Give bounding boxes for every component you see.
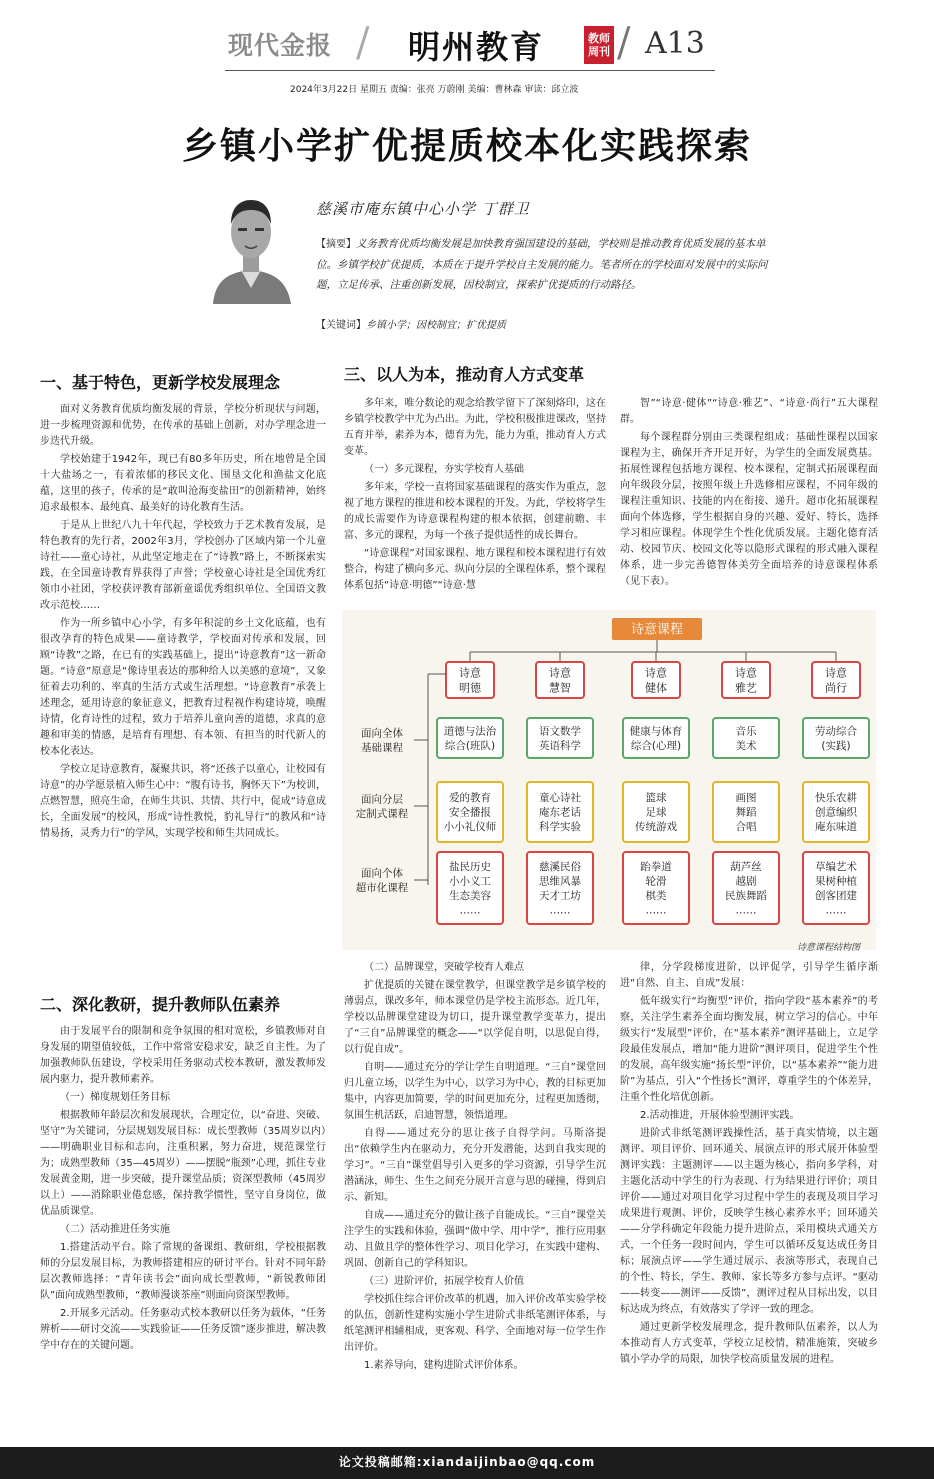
paragraph: 由于发展平台的限制和竞争氛围的相对宽松，乡镇教师对自身发展的期望值较低，工作中常常安稳求安，缺乏自主性。为了加强教师队伍建设，学校采用任务驱动式校本教研，激发教师发展内驱力，提升教师素养。 <box>40 1026 326 1085</box>
course-label: 语文数学英语科学 <box>539 725 581 752</box>
course-label: 爱的教育安全播报小小礼仪师 <box>443 792 497 834</box>
paragraph: 智”“诗意·健体”“诗意·雅艺”、“诗意·尚行”五大课程群。 <box>620 398 878 425</box>
course-label: 篮球足球传统游戏 <box>635 792 677 834</box>
page-number: A13 <box>645 26 705 61</box>
abstract-label: 【摘要】 <box>316 239 356 250</box>
section-3-body-d <box>620 960 878 1370</box>
paragraph: （三）进阶评价，拓展学校育人价值 <box>364 1276 524 1287</box>
paragraph: 1.素养导向，建构进阶式评价体系。 <box>364 1360 524 1371</box>
abstract <box>316 234 776 295</box>
course-label: 道德与法治综合(班队) <box>443 725 497 752</box>
diagram-title: 诗意课程 <box>630 622 684 638</box>
paragraph: 面对义务教育优质均衡发展的背景，学校分析现状与问题，进一步梳理资源和优势，在传承的基础上创新，对办学理念进一步迭代升级。 <box>40 404 326 447</box>
paragraph: 进阶式非纸笔测评践操性活，基于真实情境，以主题测评、项目评价、回环通关、展演点评的形式展开体验型测评实践：主题测评——以主题为核心，指向多学科，对主题化活动中学生的行为表现、行为结果进行评价；项目评价——通过对项目化学习过程中学生的表现及项目学习成果进行观测、评价，反映学生核心素养水平；回环通关——分学科确定年段能力提升进阶点，采用模块式通关方式，一个任务一段时间内，学生可以循环反复达成任务目标；展演点评——学生通过展示、表演等形式，表现自己的个性、特长，学生、教师、家长等多方参与点评。“驱动——转变——测评——反馈”，测评过程从目标出发，以目标达成为终点，有效落实了学评一致的理念。 <box>620 1128 878 1315</box>
keywords <box>316 316 776 331</box>
paper-name: 现代金报 <box>228 31 333 60</box>
paragraph: 根据教师年龄层次和发展现状，合理定位，以“奋进、突破、坚守”为关键词，分层规划发展目标：成长型教师（35周岁以内）——明确职业目标和志向，注重积累，努力奋进，规范课堂行为；成熟型教师（35—45周岁）——摆脱“瓶颈”心理，抓住专业发展黄金期，进一步突破，提升课堂品质；资深型教师（45周岁以上）——消除职业倦怠感，保持教学惯性，坚守自身岗位，做优品质课堂。 <box>40 1110 326 1217</box>
article-headline: 乡镇小学扩优提质校本化实践探索 <box>181 126 752 167</box>
submission-email: 论文投稿邮箱:xiandaijinbao@qq.com <box>338 1455 596 1469</box>
course-box <box>713 718 779 758</box>
paragraph: 扩优提质的关键在课堂教学，但课堂教学是乡镇学校的薄弱点，课改多年，师本课堂仍是学校主流形态。近几年，学校以品牌课堂建设为切口，提升课堂教学变革力，提出了“三自”品牌课堂的概念——“以学促自明，以思促自得，以行促自成”。 <box>344 980 606 1055</box>
paragraph: 自成——通过充分的做让孩子自能成长。“三自”课堂关注学生的实践和体验，强调“做中学、用中学”，推行应用驱动、且做且学的整体性学习、项目化学习，在实践中建构、巩固、创新自己的学科知识。 <box>344 1210 606 1269</box>
masthead-divider: / <box>617 20 631 66</box>
paragraph: 学校立足诗意教育，凝聚共识，将“还孩子以童心，让校园有诗意”的办学愿景植入师生心中：“腹有诗书，胸怀天下”为校训，点燃智慧，照亮生命，在师生共识、共情、共行中，促成“诗意成长，全面发展”的校风，形成“诗性教悦，豹礼导行”的教风和“诗情易扬，灵秀力行”的学风，实现学校和师生共同成长。 <box>40 764 326 839</box>
paragraph: 多年来，学校一直将国家基础课程的落实作为重点，忽视了地方课程的推进和校本课程的开发。为此，学校将学生的成长需要作为诗意课程构建的根本依据，创建前瞻、丰富、多元的课程，为每一个孩子提供适性的成长舞台。 <box>344 482 606 541</box>
masthead-rule <box>225 70 715 71</box>
paragraph: （二）品牌课堂，突破学校育人难点 <box>364 962 524 973</box>
section-2-body <box>40 1024 326 1356</box>
paragraph: 学校始建于1942年，现已有80多年历史，所在地曾是全国十大盐场之一，有着浓郁的移民文化、围垦文化和渔盐文化底蕴，这里的孩子，传承的是“敢叫沧海变盐田”的创新精神，始终追求最根本、最纯真、最美好的诗化教育生活。 <box>40 454 326 513</box>
paragraph: 自明——通过充分的学让学生自明道理。“三自”课堂回归儿童立场，以学生为中心，以学习为中心，教的目标更加集中，内容更加简要，学的时间更加充分，过程更加透彻，氛围生机活跃，启迪智慧，领悟道理。 <box>344 1062 606 1121</box>
section-1-heading: 一、基于特色，更新学校发展理念 <box>40 373 281 392</box>
paragraph: 自得——通过充分的思让孩子自得学问。马斯洛提出“依赖学生内在驱动力，充分开发潜能，达到自我实现的学习”。“三自”课堂倡导引入更多的学习资源，引导学生沉潜涵泳，师生、生生之间充分展开言意与思的碰撞，得到启示、新知。 <box>344 1128 606 1203</box>
keywords-label: 【关键词】 <box>316 320 366 331</box>
abstract-text: 义务教育优质均衡发展是加快教育强国建设的基础，学校则是推动教育优质发展的基本单位。乡镇学校扩优提质，本质在于提升学校自主发展的能力。笔者所在的学校面对发展中的实际问题，立足传承、注重创新发展，因校制宜，探索扩优提质的行动路径。 <box>316 238 768 291</box>
course-label: 草编艺术果树种植创客团建…… <box>815 860 857 917</box>
paragraph: （一）梯度规划任务目标 <box>60 1092 170 1103</box>
course-label: 跆拳道轮滑棋类…… <box>640 860 672 917</box>
section-2-heading: 二、深化教研，提升教师队伍素养 <box>40 995 281 1014</box>
course-label: 劳动综合(实践) <box>815 725 857 752</box>
paragraph: 多年来，唯分数论的观念给教学留下了深刻烙印，这在乡镇学校教学中尤为凸出。为此，学校积极推进课改，坚持五育并举，素养为本，德育为先，能力为重，推动育人方式变革。 <box>344 398 606 457</box>
paragraph: 通过更新学校发展理念，提升教师队伍素养，以人为本推动育人方式变革，学校立足校情，精准施策，突破乡镇小学办学的局限，加快学校高质量发展的进程。 <box>620 1322 878 1365</box>
paragraph: 低年级实行“均衡型”评价，指向学段“基本素养”的考察，关注学生素养全面均衡发展，树立学习的信心。中年级实行“发展型”评价，在“基本素养”测评基础上，立足学段最佳发展点，增加“能力进阶”测评项目，促进学生个性的发展，高年级实施“扬长型”评价，以“基本素养”“能力进阶”为基点，引入“个性扬长”测评，尊重学生的个体差异，注重个性化培优创新。 <box>620 996 878 1103</box>
section-3-body-b <box>620 396 878 592</box>
paragraph: （一）多元课程，夯实学校育人基础 <box>364 464 524 475</box>
category-label: 诗意雅艺 <box>735 666 757 695</box>
course-label: 葫芦丝越剧民族舞蹈…… <box>725 860 767 917</box>
masthead-divider: / <box>356 20 370 66</box>
author-portrait <box>205 184 297 304</box>
paragraph: 律，分学段梯度进阶，以评促学，引导学生循序渐进“自然、自主、自成”发展： <box>620 962 878 989</box>
course-label: 慈溪民俗思维风暴天才工坊…… <box>539 860 581 917</box>
section-name: 明州教育 <box>408 28 545 66</box>
course-label: 童心诗社庵东老话科学实验 <box>539 792 581 834</box>
weekly-badge: 教师周刊 <box>584 26 614 64</box>
category-label: 诗意尚行 <box>825 666 847 695</box>
row-label: 面向全体基础课程 <box>361 727 403 754</box>
category-label: 诗意健体 <box>645 666 667 695</box>
curriculum-diagram <box>342 610 876 950</box>
section-3-body-c <box>344 960 606 1376</box>
row-label: 面向分层定制式课程 <box>355 793 409 820</box>
paragraph: 学校抓住综合评价改革的机遇，加入评价改革实验学校的队伍，创新性建构实施小学生进阶式非纸笔测评体系，与纸笔测评相辅相成，更客观、科学、全面地对每一位学生作出评价。 <box>344 1294 606 1353</box>
paragraph: 2.开展多元活动。任务驱动式校本教研以任务为载体，“任务辨析——研讨交流——实践验证——任务反馈”逐步推进，解决教学中存在的关键问题。 <box>40 1308 326 1351</box>
course-label: 盐民历史小小义工生态美容…… <box>449 860 491 917</box>
course-label: 健康与体育综合(心理) <box>629 725 683 752</box>
course-label: 音乐美术 <box>735 725 757 752</box>
course-box <box>527 718 593 758</box>
paragraph: “诗意课程”对国家课程、地方课程和校本课程进行有效整合，构建了横向多元、纵向分层的全课程体系，整个课程体系包括“诗意·明德”“诗意·慧 <box>344 548 606 591</box>
footer-bar <box>0 1447 934 1479</box>
paragraph: 2.活动推进，开展体验型测评实践。 <box>640 1110 800 1121</box>
author-byline: 慈溪市庵东镇中心小学 丁群卫 <box>316 200 530 218</box>
course-box <box>623 718 689 758</box>
paragraph: 于是从上世纪八九十年代起，学校致力于艺术教育发展，是特色教育的先行者，2002年3月，学校创办了区域内第一个儿童诗社——童心诗社，从此坚定地走在了“诗教”路上，不断探索实践，在全国童诗教育界获得了声誉；学校童心诗社是全国优秀红领巾小社团，学校获评教育部新童谣优秀组织单位、全国语文教改示范校…… <box>40 520 326 611</box>
course-label: 画图舞蹈合唱 <box>735 792 757 834</box>
masthead <box>0 0 934 95</box>
course-box <box>803 718 869 758</box>
paragraph: （二）活动推进任务实施 <box>60 1224 170 1235</box>
category-label: 诗意慧智 <box>549 666 571 695</box>
paragraph: 作为一所乡镇中心小学，有多年积淀的乡土文化底蕴，也有很改孕育的特色成果——童诗教学，学校面对传承和发展，回顾“诗教”之路，在已有的实践基础上，提出“诗意教育”这一新命题。“诗意”原意是“像诗里表达的那种给人以美感的意境”，又象征着去功利的、率真的生活方式或生活理想。“诗意教育”承袭上述理念，延用诗意的象征意义，把教育过程视作构建诗境，唤醒诗情，化育诗性的过程，致力于培养儿童向善的道德，求真的意趣和审美的情感，是培育有理想、有本领、有担当的时代新人的校本化表达。 <box>40 618 326 757</box>
section-3-heading: 三、以人为本，推动育人方式变革 <box>344 365 585 384</box>
section-1-body <box>40 402 326 844</box>
course-box <box>437 718 503 758</box>
course-label: 快乐农耕创意编织庵东味道 <box>815 792 857 834</box>
row-label: 面向个体超市化课程 <box>355 867 409 894</box>
issue-info: 2024年3月22日 星期五 责编：张亮 万蔚刚 美编：曹林森 审读：邱立波 <box>290 85 579 95</box>
section-3-body-a <box>344 396 606 596</box>
diagram-caption: 诗意课程结构图 <box>797 943 861 953</box>
paragraph: 1.搭建活动平台。除了常规的备课组、教研组，学校根据教师的分层发展目标，为教师搭建相应的研讨平台。针对不同年龄层次教师选择：“青年读书会”面向成长型教师，“新锐教师团队”面向成熟型教师，“教师漫谈茶座”则面向资深型教师。 <box>40 1242 326 1301</box>
paragraph: 每个课程群分别由三类课程组成：基础性课程以国家课程为主，确保开齐开足开好，为学生的全面发展奠基。拓展性课程包括地方课程、校本课程，定制式拓展课程面向年级段分层，按照年级上升选修相应课程，不同年级的课程注重知识、技能的内在衔接、递升。超市化拓展课程面向个体选修，学生根据自身的兴趣、爱好、特长，选择学习相应课程。体现学生个性化优质发展。主题化德育活动、校园节庆、校园文化等以隐形式课程的形式融入课程体系，进一步完善德智体美劳全面培养的诗意课程体系（见下表）。 <box>620 432 878 587</box>
keywords-text: 乡镇小学；因校制宜；扩优提质 <box>366 320 506 331</box>
category-label: 诗意明德 <box>459 666 481 695</box>
